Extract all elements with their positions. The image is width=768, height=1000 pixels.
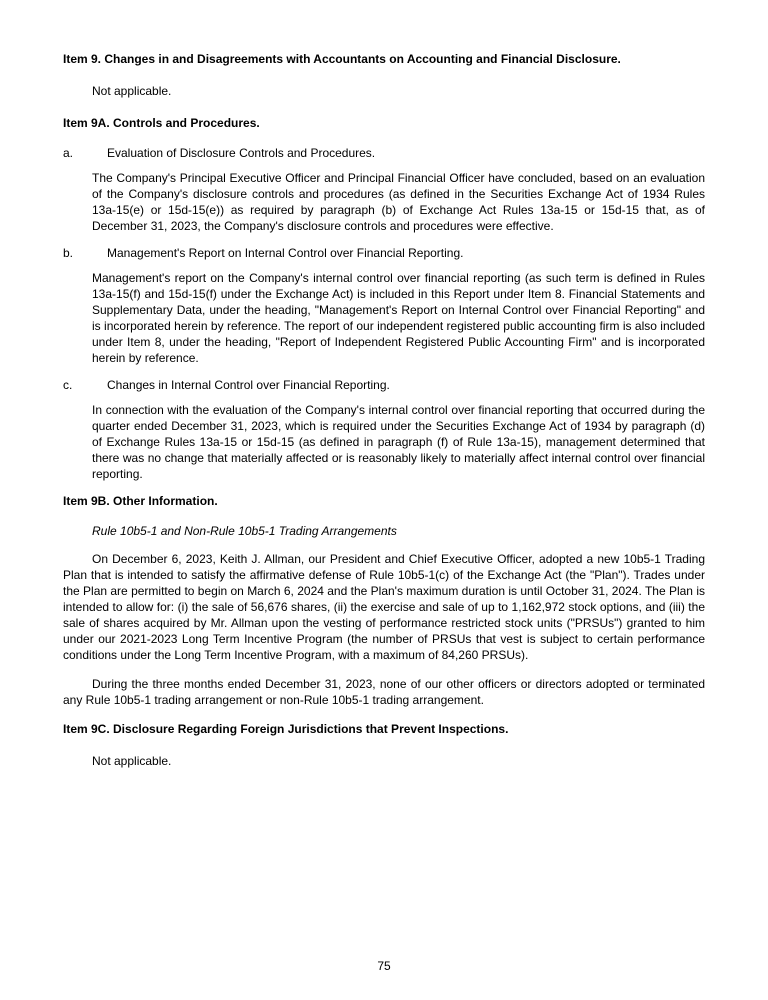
trading-arrangements-subheading: Rule 10b5-1 and Non-Rule 10b5-1 Trading Arrangements [92, 524, 397, 538]
subitem-c-body: In connection with the evaluation of the Company's internal control over financial reporting that occurred during the quarter ended December 31, 2023, which is required under the Securities Exchange Act of 1934 by paragraph (d) of Exchange Rules 13a-15 or 15d-15 (as defined in paragraph (f) of Rule 13a-15), management determined that there was no change that materially affected or is reasonably likely to materially affect internal control over financial reporting. [92, 403, 705, 481]
subitem-a-letter: a. [63, 146, 74, 160]
subitem-c-letter: c. [63, 378, 73, 392]
item-9b-paragraph-2: During the three months ended December 31, 2023, none of our other officers or directors adopted or terminated any Rule 10b5-1 trading arrangement or non-Rule 10b5-1 trading arrangement. [63, 677, 705, 707]
subitem-c-title: Changes in Internal Control over Financial Reporting. [107, 378, 390, 392]
item-9b-heading: Item 9B. Other Information. [63, 494, 218, 508]
subitem-b-letter: b. [63, 246, 74, 260]
subitem-b-title-row [63, 245, 705, 261]
item-9-body: Not applicable. [92, 84, 172, 98]
item-9-heading: Item 9. Changes in and Disagreements with Accountants on Accounting and Financial Disclosure. [63, 52, 621, 66]
subitem-b-title: Management's Report on Internal Control over Financial Reporting. [107, 246, 464, 260]
subitem-a-title-row [63, 145, 705, 161]
subitem-a-title: Evaluation of Disclosure Controls and Procedures. [107, 146, 376, 160]
subitem-b-body: Management's report on the Company's internal control over financial reporting (as such term is defined in Rules 13a-15(f) and 15d-15(f) under the Exchange Act) is included in this Report under Item 8. Financial Statements and Supplementary Data, under the heading, "Management's Report on Internal Control over Financial Reporting" and is incorporated herein by reference. The report of our independent registered public accounting firm is also included under Item 8, under the heading, "Report of Independent Registered Public Accounting Firm" and is incorporated herein by reference. [92, 271, 705, 365]
item-9c-heading: Item 9C. Disclosure Regarding Foreign Jurisdictions that Prevent Inspections. [63, 722, 509, 736]
item-9a-heading: Item 9A. Controls and Procedures. [63, 116, 260, 130]
subitem-c-title-row [63, 377, 705, 393]
item-9c-body: Not applicable. [92, 754, 172, 768]
page-number: 75 [377, 959, 391, 973]
item-9b-paragraph-1: On December 6, 2023, Keith J. Allman, our President and Chief Executive Officer, adopted a new 10b5-1 Trading Plan that is intended to satisfy the affirmative defense of Rule 10b5-1(c) of the Exchange Act (the "Plan"). Trades under the Plan are permitted to begin on March 6, 2024 and the Plan's maximum duration is until October 31, 2024. The Plan is intended to allow for: (i) the sale of 56,676 shares, (ii) the exercise and sale of up to 1,162,972 stock options, and (iii) the sale of shares acquired by Mr. Allman upon the vesting of performance restricted stock units ("PRSUs") granted to him under our 2021-2023 Long Term Incentive Program (the number of PRSUs that vest is subject to certain performance conditions under the Long Term Incentive Program, with a maximum of 84,260 PRSUs). [63, 552, 705, 662]
subitem-a-body: The Company's Principal Executive Officer and Principal Financial Officer have concluded, based on an evaluation of the Company's disclosure controls and procedures (as defined in the Securities Exchange Act of 1934 Rules 13a-15(e) or 15d-15(e)) as required by paragraph (b) of Exchange Act Rules 13a-15 or 15d-15 that, as of December 31, 2023, the Company's disclosure controls and procedures were effective. [92, 171, 705, 233]
